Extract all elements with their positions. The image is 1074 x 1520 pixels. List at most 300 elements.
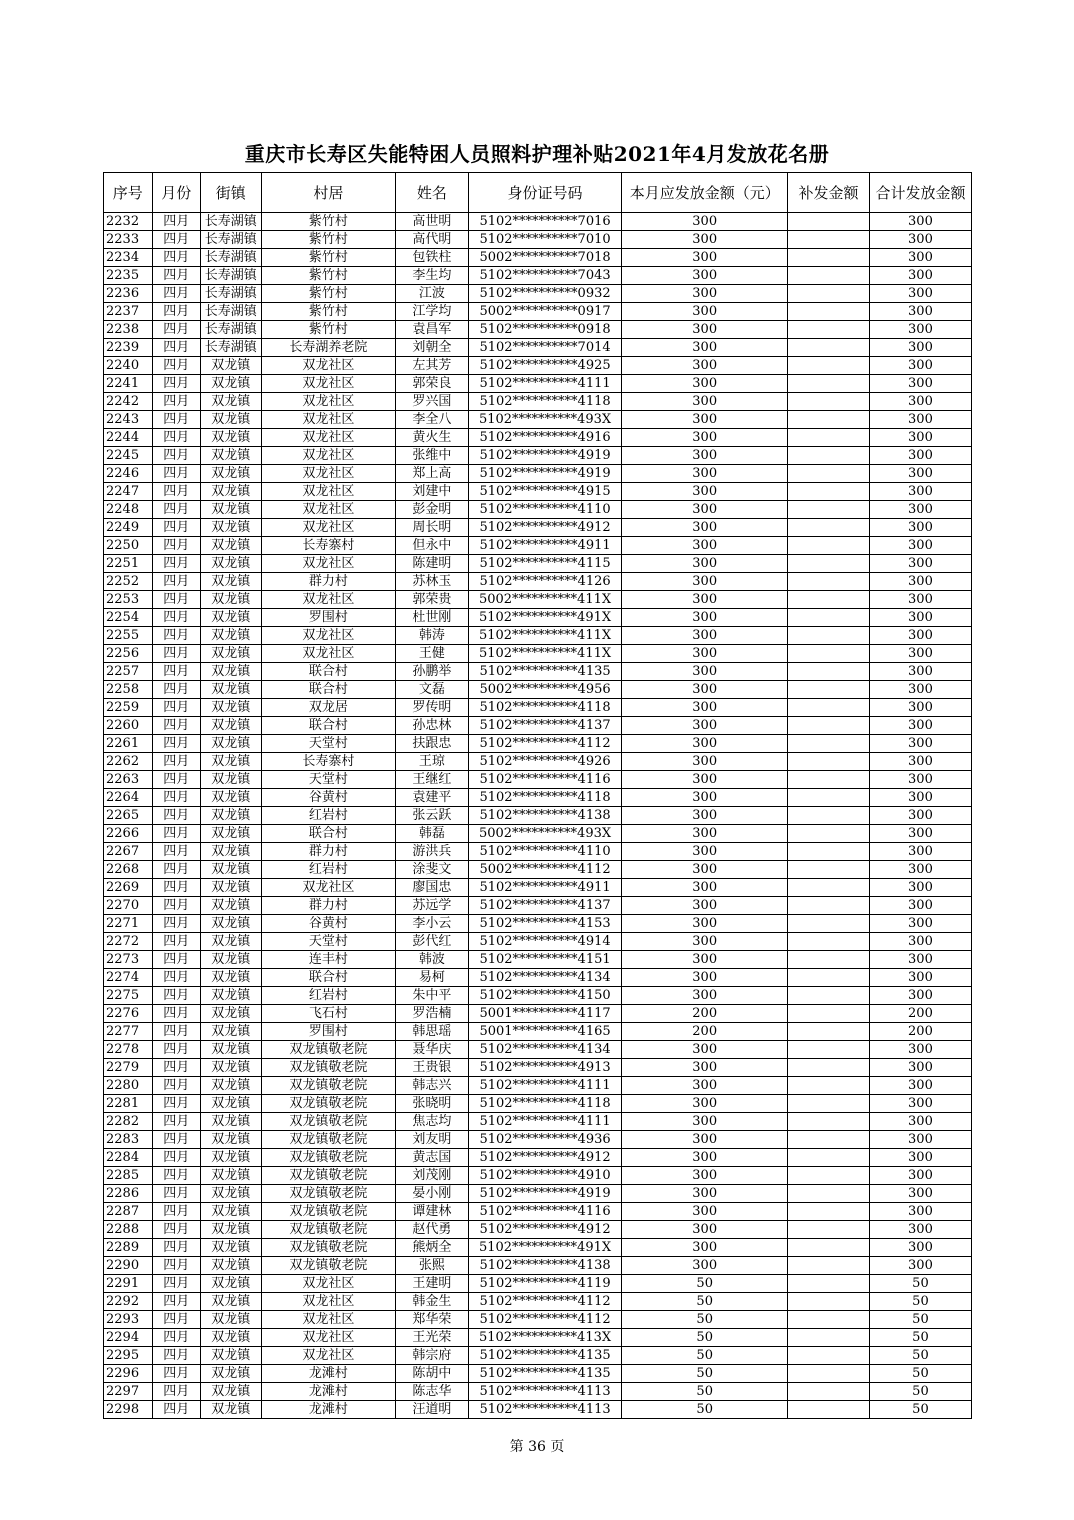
- cell-id-number: 5102**********4137: [468, 717, 622, 735]
- cell-serial: 2256: [104, 645, 153, 663]
- table-row: [104, 1023, 972, 1041]
- cell-town: 双龙镇: [201, 807, 262, 825]
- cell-serial: 2248: [104, 501, 153, 519]
- cell-total: 300: [869, 555, 971, 573]
- cell-amount-due: 300: [622, 231, 788, 249]
- cell-village: 双龙镇敬老院: [261, 1257, 395, 1275]
- table-row: [104, 429, 972, 447]
- cell-name: 王琼: [396, 753, 469, 771]
- cell-serial: 2279: [104, 1059, 153, 1077]
- cell-village: 双龙镇敬老院: [261, 1185, 395, 1203]
- cell-back-pay: [788, 681, 870, 699]
- cell-month: 四月: [152, 519, 201, 537]
- cell-amount-due: 300: [622, 843, 788, 861]
- cell-back-pay: [788, 1041, 870, 1059]
- cell-month: 四月: [152, 1167, 201, 1185]
- table-row: [104, 483, 972, 501]
- cell-id-number: 5102**********4112: [468, 1311, 622, 1329]
- cell-name: 陈志华: [396, 1383, 469, 1401]
- cell-amount-due: 50: [622, 1293, 788, 1311]
- table-row: [104, 1329, 972, 1347]
- cell-id-number: 5102**********4925: [468, 357, 622, 375]
- cell-village: 龙滩村: [261, 1383, 395, 1401]
- cell-amount-due: 300: [622, 699, 788, 717]
- cell-village: 双龙社区: [261, 483, 395, 501]
- cell-month: 四月: [152, 303, 201, 321]
- cell-serial: 2287: [104, 1203, 153, 1221]
- cell-total: 300: [869, 231, 971, 249]
- cell-name: 高世明: [396, 213, 469, 231]
- cell-village: 天堂村: [261, 735, 395, 753]
- cell-back-pay: [788, 771, 870, 789]
- cell-month: 四月: [152, 1113, 201, 1131]
- cell-id-number: 5102**********4112: [468, 1293, 622, 1311]
- cell-id-number: 5102**********411X: [468, 645, 622, 663]
- cell-serial: 2298: [104, 1401, 153, 1419]
- cell-month: 四月: [152, 213, 201, 231]
- cell-amount-due: 50: [622, 1275, 788, 1293]
- cell-name: 李小云: [396, 915, 469, 933]
- cell-month: 四月: [152, 1149, 201, 1167]
- cell-id-number: 5102**********4911: [468, 879, 622, 897]
- cell-id-number: 5102**********4914: [468, 933, 622, 951]
- cell-town: 双龙镇: [201, 1059, 262, 1077]
- cell-amount-due: 300: [622, 339, 788, 357]
- cell-back-pay: [788, 807, 870, 825]
- cell-month: 四月: [152, 591, 201, 609]
- cell-serial: 2255: [104, 627, 153, 645]
- cell-town: 长寿湖镇: [201, 213, 262, 231]
- cell-serial: 2283: [104, 1131, 153, 1149]
- col-header-total: 合计发放金额: [869, 173, 971, 213]
- cell-town: 双龙镇: [201, 555, 262, 573]
- cell-name: 廖国忠: [396, 879, 469, 897]
- cell-village: 罗围村: [261, 609, 395, 627]
- cell-village: 紫竹村: [261, 321, 395, 339]
- cell-village: 双龙社区: [261, 1275, 395, 1293]
- cell-id-number: 5102**********4116: [468, 1203, 622, 1221]
- cell-id-number: 5102**********4113: [468, 1401, 622, 1419]
- cell-village: 双龙社区: [261, 1311, 395, 1329]
- table-row: [104, 591, 972, 609]
- table-row: [104, 285, 972, 303]
- cell-back-pay: [788, 1005, 870, 1023]
- cell-month: 四月: [152, 807, 201, 825]
- table-row: [104, 1113, 972, 1131]
- cell-back-pay: [788, 213, 870, 231]
- cell-id-number: 5102**********4912: [468, 1221, 622, 1239]
- cell-serial: 2285: [104, 1167, 153, 1185]
- cell-village: 双龙社区: [261, 447, 395, 465]
- cell-id-number: 5102**********4915: [468, 483, 622, 501]
- cell-amount-due: 300: [622, 375, 788, 393]
- cell-town: 双龙镇: [201, 1257, 262, 1275]
- cell-village: 双龙镇敬老院: [261, 1203, 395, 1221]
- table-row: [104, 1149, 972, 1167]
- col-header-back-pay: 补发金额: [788, 173, 870, 213]
- cell-id-number: 5102**********4912: [468, 519, 622, 537]
- cell-serial: 2243: [104, 411, 153, 429]
- cell-village: 双龙镇敬老院: [261, 1149, 395, 1167]
- cell-total: 300: [869, 249, 971, 267]
- cell-id-number: 5001**********4117: [468, 1005, 622, 1023]
- cell-month: 四月: [152, 681, 201, 699]
- cell-name: 孙忠林: [396, 717, 469, 735]
- table-row: [104, 447, 972, 465]
- cell-month: 四月: [152, 1383, 201, 1401]
- cell-total: 50: [869, 1383, 971, 1401]
- cell-id-number: 5102**********4111: [468, 375, 622, 393]
- cell-month: 四月: [152, 1131, 201, 1149]
- cell-total: 300: [869, 1113, 971, 1131]
- cell-serial: 2257: [104, 663, 153, 681]
- cell-id-number: 5102**********7016: [468, 213, 622, 231]
- cell-back-pay: [788, 1257, 870, 1275]
- cell-name: 黄志国: [396, 1149, 469, 1167]
- cell-total: 300: [869, 897, 971, 915]
- cell-month: 四月: [152, 1365, 201, 1383]
- col-header-town: 街镇: [201, 173, 262, 213]
- cell-town: 双龙镇: [201, 951, 262, 969]
- table-row: [104, 1077, 972, 1095]
- cell-month: 四月: [152, 789, 201, 807]
- cell-id-number: 5102**********4936: [468, 1131, 622, 1149]
- cell-month: 四月: [152, 735, 201, 753]
- cell-town: 双龙镇: [201, 1113, 262, 1131]
- cell-name: 王光荣: [396, 1329, 469, 1347]
- cell-month: 四月: [152, 1239, 201, 1257]
- cell-month: 四月: [152, 267, 201, 285]
- cell-village: 双龙镇敬老院: [261, 1239, 395, 1257]
- cell-id-number: 5102**********4118: [468, 1095, 622, 1113]
- cell-amount-due: 300: [622, 897, 788, 915]
- cell-serial: 2262: [104, 753, 153, 771]
- cell-town: 双龙镇: [201, 501, 262, 519]
- table-row: [104, 969, 972, 987]
- cell-town: 双龙镇: [201, 627, 262, 645]
- cell-serial: 2277: [104, 1023, 153, 1041]
- cell-back-pay: [788, 1059, 870, 1077]
- cell-serial: 2242: [104, 393, 153, 411]
- cell-amount-due: 300: [622, 951, 788, 969]
- cell-serial: 2240: [104, 357, 153, 375]
- cell-village: 双龙镇敬老院: [261, 1095, 395, 1113]
- cell-name: 江波: [396, 285, 469, 303]
- cell-back-pay: [788, 1311, 870, 1329]
- cell-serial: 2250: [104, 537, 153, 555]
- cell-total: 300: [869, 681, 971, 699]
- cell-village: 长寿寨村: [261, 537, 395, 555]
- table-row: [104, 1275, 972, 1293]
- table-row: [104, 1401, 972, 1419]
- cell-serial: 2253: [104, 591, 153, 609]
- cell-serial: 2241: [104, 375, 153, 393]
- cell-back-pay: [788, 411, 870, 429]
- cell-serial: 2235: [104, 267, 153, 285]
- cell-village: 群力村: [261, 573, 395, 591]
- cell-village: 龙滩村: [261, 1365, 395, 1383]
- cell-amount-due: 300: [622, 573, 788, 591]
- cell-id-number: 5102**********4153: [468, 915, 622, 933]
- cell-total: 300: [869, 573, 971, 591]
- cell-name: 韩宗府: [396, 1347, 469, 1365]
- cell-back-pay: [788, 1113, 870, 1131]
- cell-total: 50: [869, 1329, 971, 1347]
- table-row: [104, 627, 972, 645]
- cell-amount-due: 300: [622, 807, 788, 825]
- cell-serial: 2291: [104, 1275, 153, 1293]
- cell-town: 双龙镇: [201, 915, 262, 933]
- cell-village: 双龙社区: [261, 357, 395, 375]
- cell-back-pay: [788, 1347, 870, 1365]
- cell-month: 四月: [152, 1185, 201, 1203]
- cell-back-pay: [788, 303, 870, 321]
- cell-amount-due: 300: [622, 1131, 788, 1149]
- cell-name: 扶跟忠: [396, 735, 469, 753]
- cell-town: 双龙镇: [201, 771, 262, 789]
- cell-total: 300: [869, 267, 971, 285]
- table-row: [104, 753, 972, 771]
- cell-town: 双龙镇: [201, 933, 262, 951]
- cell-month: 四月: [152, 699, 201, 717]
- cell-name: 谭建林: [396, 1203, 469, 1221]
- cell-name: 韩波: [396, 951, 469, 969]
- cell-back-pay: [788, 249, 870, 267]
- page-number: 第 36 页: [509, 1439, 565, 1455]
- cell-back-pay: [788, 645, 870, 663]
- cell-town: 长寿湖镇: [201, 267, 262, 285]
- cell-month: 四月: [152, 951, 201, 969]
- cell-total: 300: [869, 1077, 971, 1095]
- cell-month: 四月: [152, 1077, 201, 1095]
- cell-total: 300: [869, 627, 971, 645]
- cell-id-number: 5002**********4956: [468, 681, 622, 699]
- cell-id-number: 5102**********413X: [468, 1329, 622, 1347]
- cell-serial: 2281: [104, 1095, 153, 1113]
- cell-serial: 2297: [104, 1383, 153, 1401]
- cell-serial: 2292: [104, 1293, 153, 1311]
- cell-id-number: 5102**********4115: [468, 555, 622, 573]
- cell-town: 双龙镇: [201, 861, 262, 879]
- cell-name: 韩志兴: [396, 1077, 469, 1095]
- cell-village: 红岩村: [261, 987, 395, 1005]
- cell-back-pay: [788, 825, 870, 843]
- cell-town: 双龙镇: [201, 987, 262, 1005]
- cell-total: 300: [869, 411, 971, 429]
- cell-total: 300: [869, 609, 971, 627]
- table-row: [104, 807, 972, 825]
- cell-town: 双龙镇: [201, 1041, 262, 1059]
- cell-total: 300: [869, 321, 971, 339]
- cell-id-number: 5001**********4165: [468, 1023, 622, 1041]
- cell-name: 李全八: [396, 411, 469, 429]
- cell-town: 双龙镇: [201, 1311, 262, 1329]
- cell-month: 四月: [152, 465, 201, 483]
- cell-total: 300: [869, 1239, 971, 1257]
- cell-serial: 2265: [104, 807, 153, 825]
- cell-month: 四月: [152, 1401, 201, 1419]
- cell-total: 300: [869, 537, 971, 555]
- cell-total: 300: [869, 1149, 971, 1167]
- cell-month: 四月: [152, 1005, 201, 1023]
- cell-village: 谷黄村: [261, 789, 395, 807]
- cell-back-pay: [788, 969, 870, 987]
- table-row: [104, 1311, 972, 1329]
- cell-month: 四月: [152, 1203, 201, 1221]
- table-row: [104, 861, 972, 879]
- table-row: [104, 1347, 972, 1365]
- table-row: [104, 231, 972, 249]
- cell-id-number: 5102**********4119: [468, 1275, 622, 1293]
- cell-back-pay: [788, 393, 870, 411]
- table-row: [104, 825, 972, 843]
- cell-month: 四月: [152, 915, 201, 933]
- cell-amount-due: 300: [622, 1113, 788, 1131]
- cell-amount-due: 50: [622, 1365, 788, 1383]
- cell-serial: 2282: [104, 1113, 153, 1131]
- cell-name: 韩金生: [396, 1293, 469, 1311]
- cell-serial: 2258: [104, 681, 153, 699]
- cell-id-number: 5102**********4111: [468, 1077, 622, 1095]
- cell-amount-due: 200: [622, 1005, 788, 1023]
- cell-month: 四月: [152, 357, 201, 375]
- cell-total: 300: [869, 501, 971, 519]
- cell-serial: 2254: [104, 609, 153, 627]
- cell-village: 红岩村: [261, 807, 395, 825]
- cell-village: 双龙镇敬老院: [261, 1113, 395, 1131]
- cell-name: 王健: [396, 645, 469, 663]
- cell-back-pay: [788, 699, 870, 717]
- cell-back-pay: [788, 1185, 870, 1203]
- cell-total: 300: [869, 429, 971, 447]
- cell-serial: 2260: [104, 717, 153, 735]
- table-row: [104, 1185, 972, 1203]
- cell-id-number: 5102**********4118: [468, 699, 622, 717]
- table-row: [104, 321, 972, 339]
- cell-town: 双龙镇: [201, 699, 262, 717]
- cell-town: 双龙镇: [201, 1329, 262, 1347]
- cell-total: 300: [869, 1221, 971, 1239]
- cell-back-pay: [788, 1329, 870, 1347]
- col-header-serial: 序号: [104, 173, 153, 213]
- cell-back-pay: [788, 879, 870, 897]
- cell-village: 联合村: [261, 681, 395, 699]
- table-row: [104, 1167, 972, 1185]
- cell-total: 50: [869, 1347, 971, 1365]
- cell-back-pay: [788, 1275, 870, 1293]
- cell-town: 双龙镇: [201, 1095, 262, 1113]
- table-row: [104, 1059, 972, 1077]
- cell-back-pay: [788, 1077, 870, 1095]
- cell-town: 双龙镇: [201, 843, 262, 861]
- cell-name: 彭代红: [396, 933, 469, 951]
- cell-back-pay: [788, 915, 870, 933]
- cell-month: 四月: [152, 321, 201, 339]
- cell-id-number: 5002**********0917: [468, 303, 622, 321]
- cell-town: 长寿湖镇: [201, 285, 262, 303]
- cell-id-number: 5102**********4116: [468, 771, 622, 789]
- cell-id-number: 5102**********4135: [468, 1365, 622, 1383]
- cell-total: 300: [869, 699, 971, 717]
- cell-back-pay: [788, 501, 870, 519]
- cell-name: 张晓明: [396, 1095, 469, 1113]
- cell-back-pay: [788, 429, 870, 447]
- cell-village: 双龙社区: [261, 429, 395, 447]
- cell-amount-due: 300: [622, 555, 788, 573]
- cell-amount-due: 300: [622, 1167, 788, 1185]
- cell-id-number: 5102**********4112: [468, 735, 622, 753]
- table-row: [104, 411, 972, 429]
- cell-serial: 2268: [104, 861, 153, 879]
- cell-town: 双龙镇: [201, 591, 262, 609]
- cell-village: 联合村: [261, 663, 395, 681]
- cell-town: 双龙镇: [201, 1203, 262, 1221]
- cell-village: 双龙社区: [261, 591, 395, 609]
- table-row: [104, 915, 972, 933]
- cell-village: 天堂村: [261, 771, 395, 789]
- cell-amount-due: 300: [622, 825, 788, 843]
- cell-town: 双龙镇: [201, 789, 262, 807]
- cell-serial: 2271: [104, 915, 153, 933]
- cell-amount-due: 300: [622, 789, 788, 807]
- cell-total: 300: [869, 933, 971, 951]
- cell-name: 彭金明: [396, 501, 469, 519]
- cell-total: 300: [869, 861, 971, 879]
- cell-amount-due: 50: [622, 1401, 788, 1419]
- cell-total: 50: [869, 1311, 971, 1329]
- cell-amount-due: 300: [622, 1041, 788, 1059]
- cell-total: 300: [869, 1185, 971, 1203]
- table-row: [104, 951, 972, 969]
- cell-name: 游洪兵: [396, 843, 469, 861]
- cell-month: 四月: [152, 1293, 201, 1311]
- cell-name: 郑华荣: [396, 1311, 469, 1329]
- cell-village: 长寿湖养老院: [261, 339, 395, 357]
- cell-amount-due: 300: [622, 735, 788, 753]
- cell-name: 包铁柱: [396, 249, 469, 267]
- cell-amount-due: 300: [622, 213, 788, 231]
- cell-serial: 2278: [104, 1041, 153, 1059]
- cell-village: 罗围村: [261, 1023, 395, 1041]
- cell-name: 江学均: [396, 303, 469, 321]
- cell-village: 双龙社区: [261, 645, 395, 663]
- cell-id-number: 5002**********493X: [468, 825, 622, 843]
- cell-id-number: 5102**********4919: [468, 447, 622, 465]
- table-row: [104, 393, 972, 411]
- cell-serial: 2247: [104, 483, 153, 501]
- cell-month: 四月: [152, 375, 201, 393]
- cell-total: 300: [869, 1131, 971, 1149]
- cell-town: 双龙镇: [201, 1149, 262, 1167]
- cell-month: 四月: [152, 537, 201, 555]
- cell-month: 四月: [152, 1221, 201, 1239]
- cell-serial: 2288: [104, 1221, 153, 1239]
- table-row: [104, 897, 972, 915]
- cell-month: 四月: [152, 447, 201, 465]
- cell-month: 四月: [152, 645, 201, 663]
- cell-name: 陈胡中: [396, 1365, 469, 1383]
- cell-total: 300: [869, 915, 971, 933]
- cell-month: 四月: [152, 987, 201, 1005]
- cell-amount-due: 300: [622, 411, 788, 429]
- cell-month: 四月: [152, 1095, 201, 1113]
- table-row: [104, 933, 972, 951]
- cell-town: 双龙镇: [201, 1401, 262, 1419]
- cell-amount-due: 300: [622, 303, 788, 321]
- cell-id-number: 5102**********4913: [468, 1059, 622, 1077]
- cell-serial: 2244: [104, 429, 153, 447]
- cell-total: 300: [869, 285, 971, 303]
